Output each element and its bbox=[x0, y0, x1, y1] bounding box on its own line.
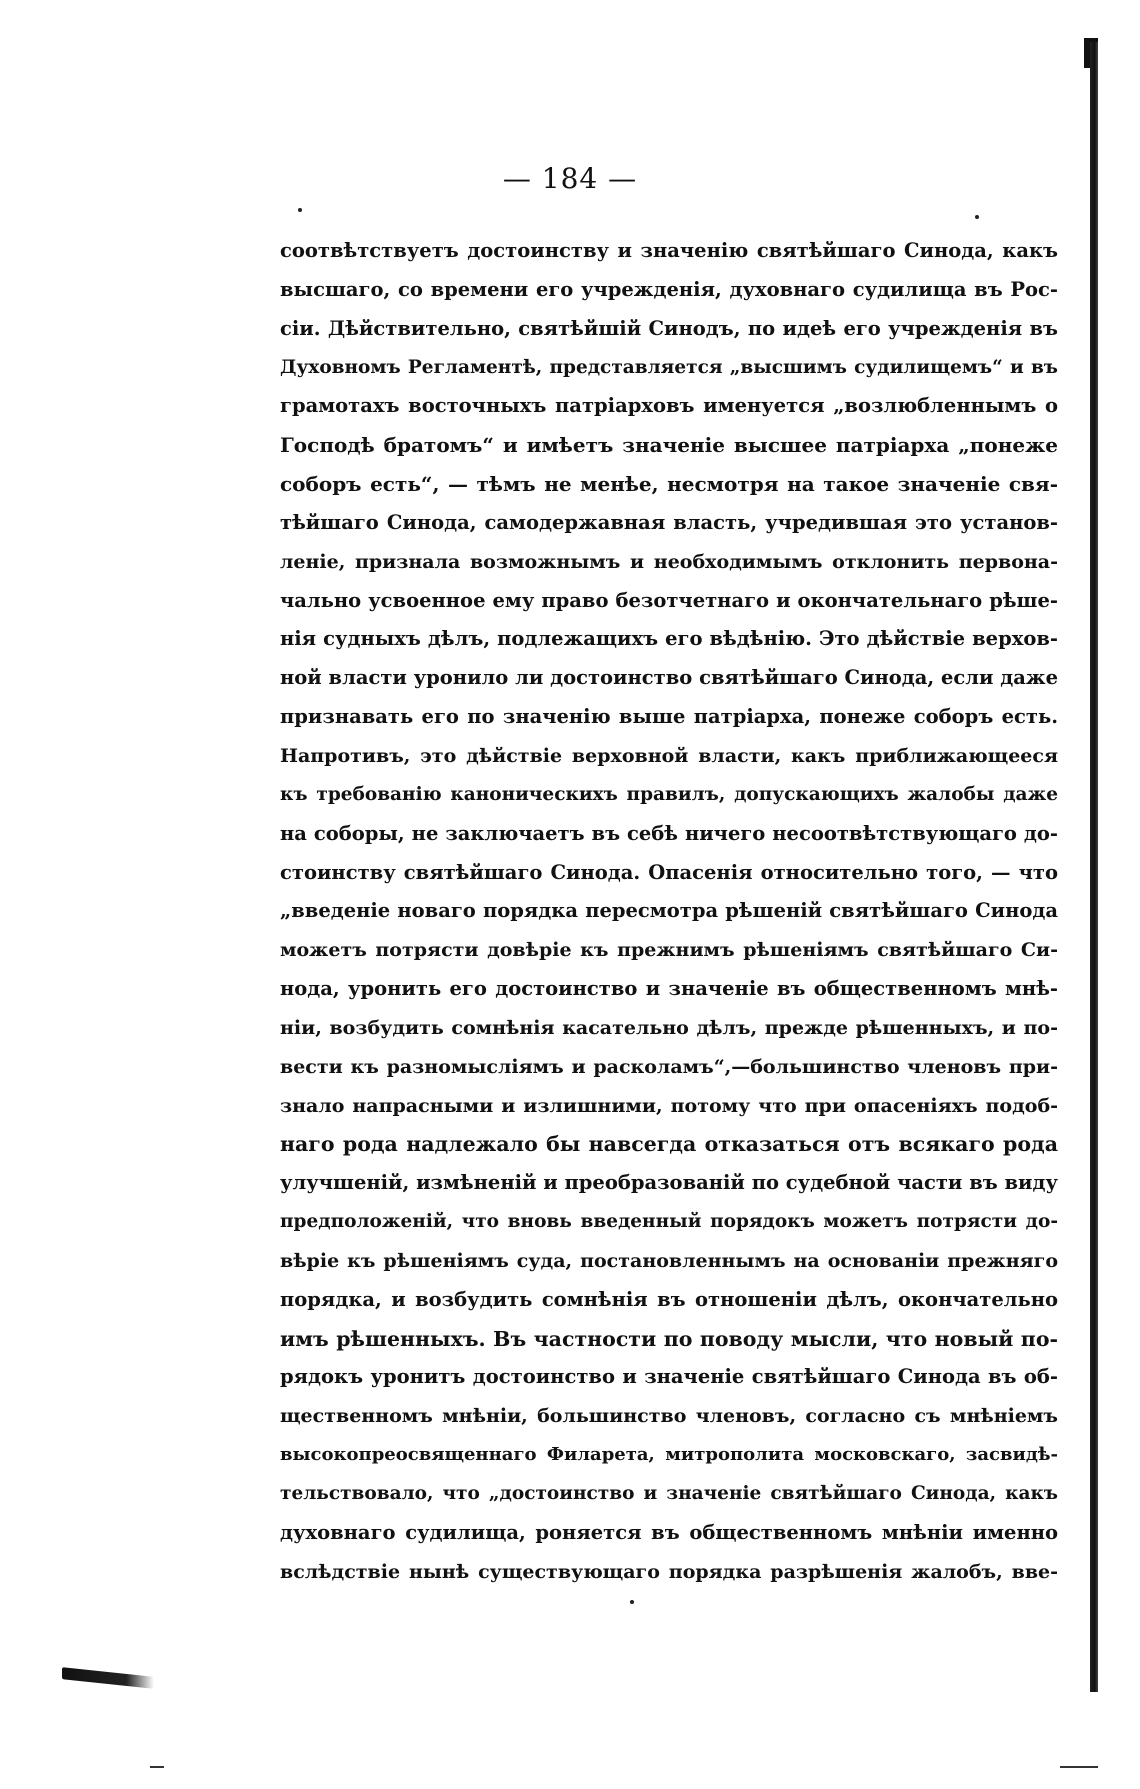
text-line: ной власти уронило ли достоинство святѣйшаго Синода, если даже bbox=[280, 666, 1058, 690]
scan-speck bbox=[975, 215, 979, 219]
text-line: вѣріе къ рѣшеніямъ суда, постановленнымъ на основаніи прежняго bbox=[280, 1249, 1058, 1272]
scan-edge-tick bbox=[150, 1766, 164, 1768]
text-line: тѣйшаго Синода, самодержавная власть, учредившая это установ- bbox=[280, 510, 1058, 534]
text-line: къ требованію каноническихъ правилъ, допускающихъ жалобы даже bbox=[280, 783, 1058, 805]
text-line: улучшеній, измѣненій и преобразованій по судебной части въ виду bbox=[280, 1171, 1058, 1195]
page-number: — 184 — bbox=[502, 162, 638, 195]
text-line: чально усвоенное ему право безотчетнаго и окончательнаго рѣше- bbox=[280, 588, 1058, 612]
text-line: вслѣдствіе нынѣ существующаго порядка разрѣшенія жалобъ, вве- bbox=[280, 1560, 1058, 1583]
text-line: знало напрасными и излишними, потому что при опасеніяхъ подоб- bbox=[280, 1094, 1058, 1117]
text-line: леніе, признала возможнымъ и необходимымъ отклонить первона- bbox=[280, 550, 1058, 573]
text-line: высшаго, со времени его учрежденія, духовнаго судилища въ Рос- bbox=[280, 277, 1058, 301]
text-line: соотвѣтствуетъ достоинству и значенію святѣйшаго Синода, какъ bbox=[280, 239, 1058, 262]
text-line: щественномъ мнѣніи, большинство членовъ, согласно съ мнѣніемъ bbox=[280, 1405, 1058, 1428]
text-line: грамотахъ восточныхъ патріарховъ именуется „возлюбленнымъ о bbox=[280, 394, 1058, 418]
text-line: порядка, и возбудить сомнѣнія въ отношеніи дѣлъ, окончательно bbox=[280, 1287, 1058, 1311]
text-line: Господѣ братомъ“ и имѣетъ значеніе высшее патріарха „понеже bbox=[280, 433, 1058, 458]
text-line: сіи. Дѣйствительно, святѣйшій Синодъ, по идеѣ его учрежденія въ bbox=[280, 316, 1058, 340]
text-line: предположеній, что вновь введенный порядокъ можетъ потрясти до- bbox=[280, 1211, 1058, 1233]
text-line: вести къ разномысліямъ и расколамъ“,—большинство членовъ при- bbox=[280, 1055, 1058, 1078]
text-line: стоинству святѣйшаго Синода. Опасенія относительно того, — что bbox=[280, 860, 1058, 884]
body-text bbox=[280, 232, 1058, 1592]
text-line: нода, уронить его достоинство и значеніе въ общественномъ мнѣ- bbox=[280, 977, 1058, 1001]
text-line: Духовномъ Регламентѣ, представляется „высшимъ судилищемъ“ и въ bbox=[280, 356, 1058, 378]
text-line: тельствовало, что „достоинство и значеніе святѣйшаго Синода, какъ bbox=[280, 1483, 1058, 1504]
text-line: ніи, возбудить сомнѣнія касательно дѣлъ, прежде рѣшенныхъ, и по- bbox=[280, 1016, 1058, 1039]
text-line: нія судныхъ дѣлъ, подлежащихъ его вѣдѣнію. Это дѣйствіе верхов- bbox=[280, 627, 1058, 651]
scan-edge-tick bbox=[1060, 1766, 1098, 1768]
text-line: высокопреосвященнаго Филарета, митрополита московскаго, засвидѣ- bbox=[280, 1444, 1058, 1466]
text-line: наго рода надлежало бы навсегда отказаться отъ всякаго рода bbox=[280, 1132, 1058, 1157]
text-line: имъ рѣшенныхъ. Въ частности по поводу мысли, что новый по- bbox=[280, 1326, 1058, 1351]
scan-smudge-mark bbox=[62, 1667, 154, 1689]
text-line: соборъ есть“, — тѣмъ не менѣе, несмотря на такое значеніе свя- bbox=[280, 472, 1058, 497]
text-line: рядокъ уронитъ достоинство и значеніе святѣйшаго Синода въ об- bbox=[280, 1365, 1058, 1389]
text-line: Напротивъ, это дѣйствіе верховной власти, какъ приближающееся bbox=[280, 744, 1058, 767]
scan-edge-shadow bbox=[1090, 42, 1098, 1692]
text-line: духовнаго судилища, роняется въ общественномъ мнѣніи именно bbox=[280, 1520, 1058, 1544]
scan-speck bbox=[630, 1600, 634, 1604]
text-line: „введеніе новаго порядка пересмотра рѣшеній святѣйшаго Синода bbox=[280, 899, 1058, 923]
text-line: признавать его по значенію выше патріарха, понеже соборъ есть. bbox=[280, 705, 1058, 729]
text-line: можетъ потрясти довѣріе къ прежнимъ рѣшеніямъ святѣйшаго Си- bbox=[280, 939, 1058, 962]
scan-speck bbox=[298, 208, 302, 212]
text-line: на соборы, не заключаетъ въ себѣ ничего несоотвѣтствующаго до- bbox=[280, 821, 1058, 845]
